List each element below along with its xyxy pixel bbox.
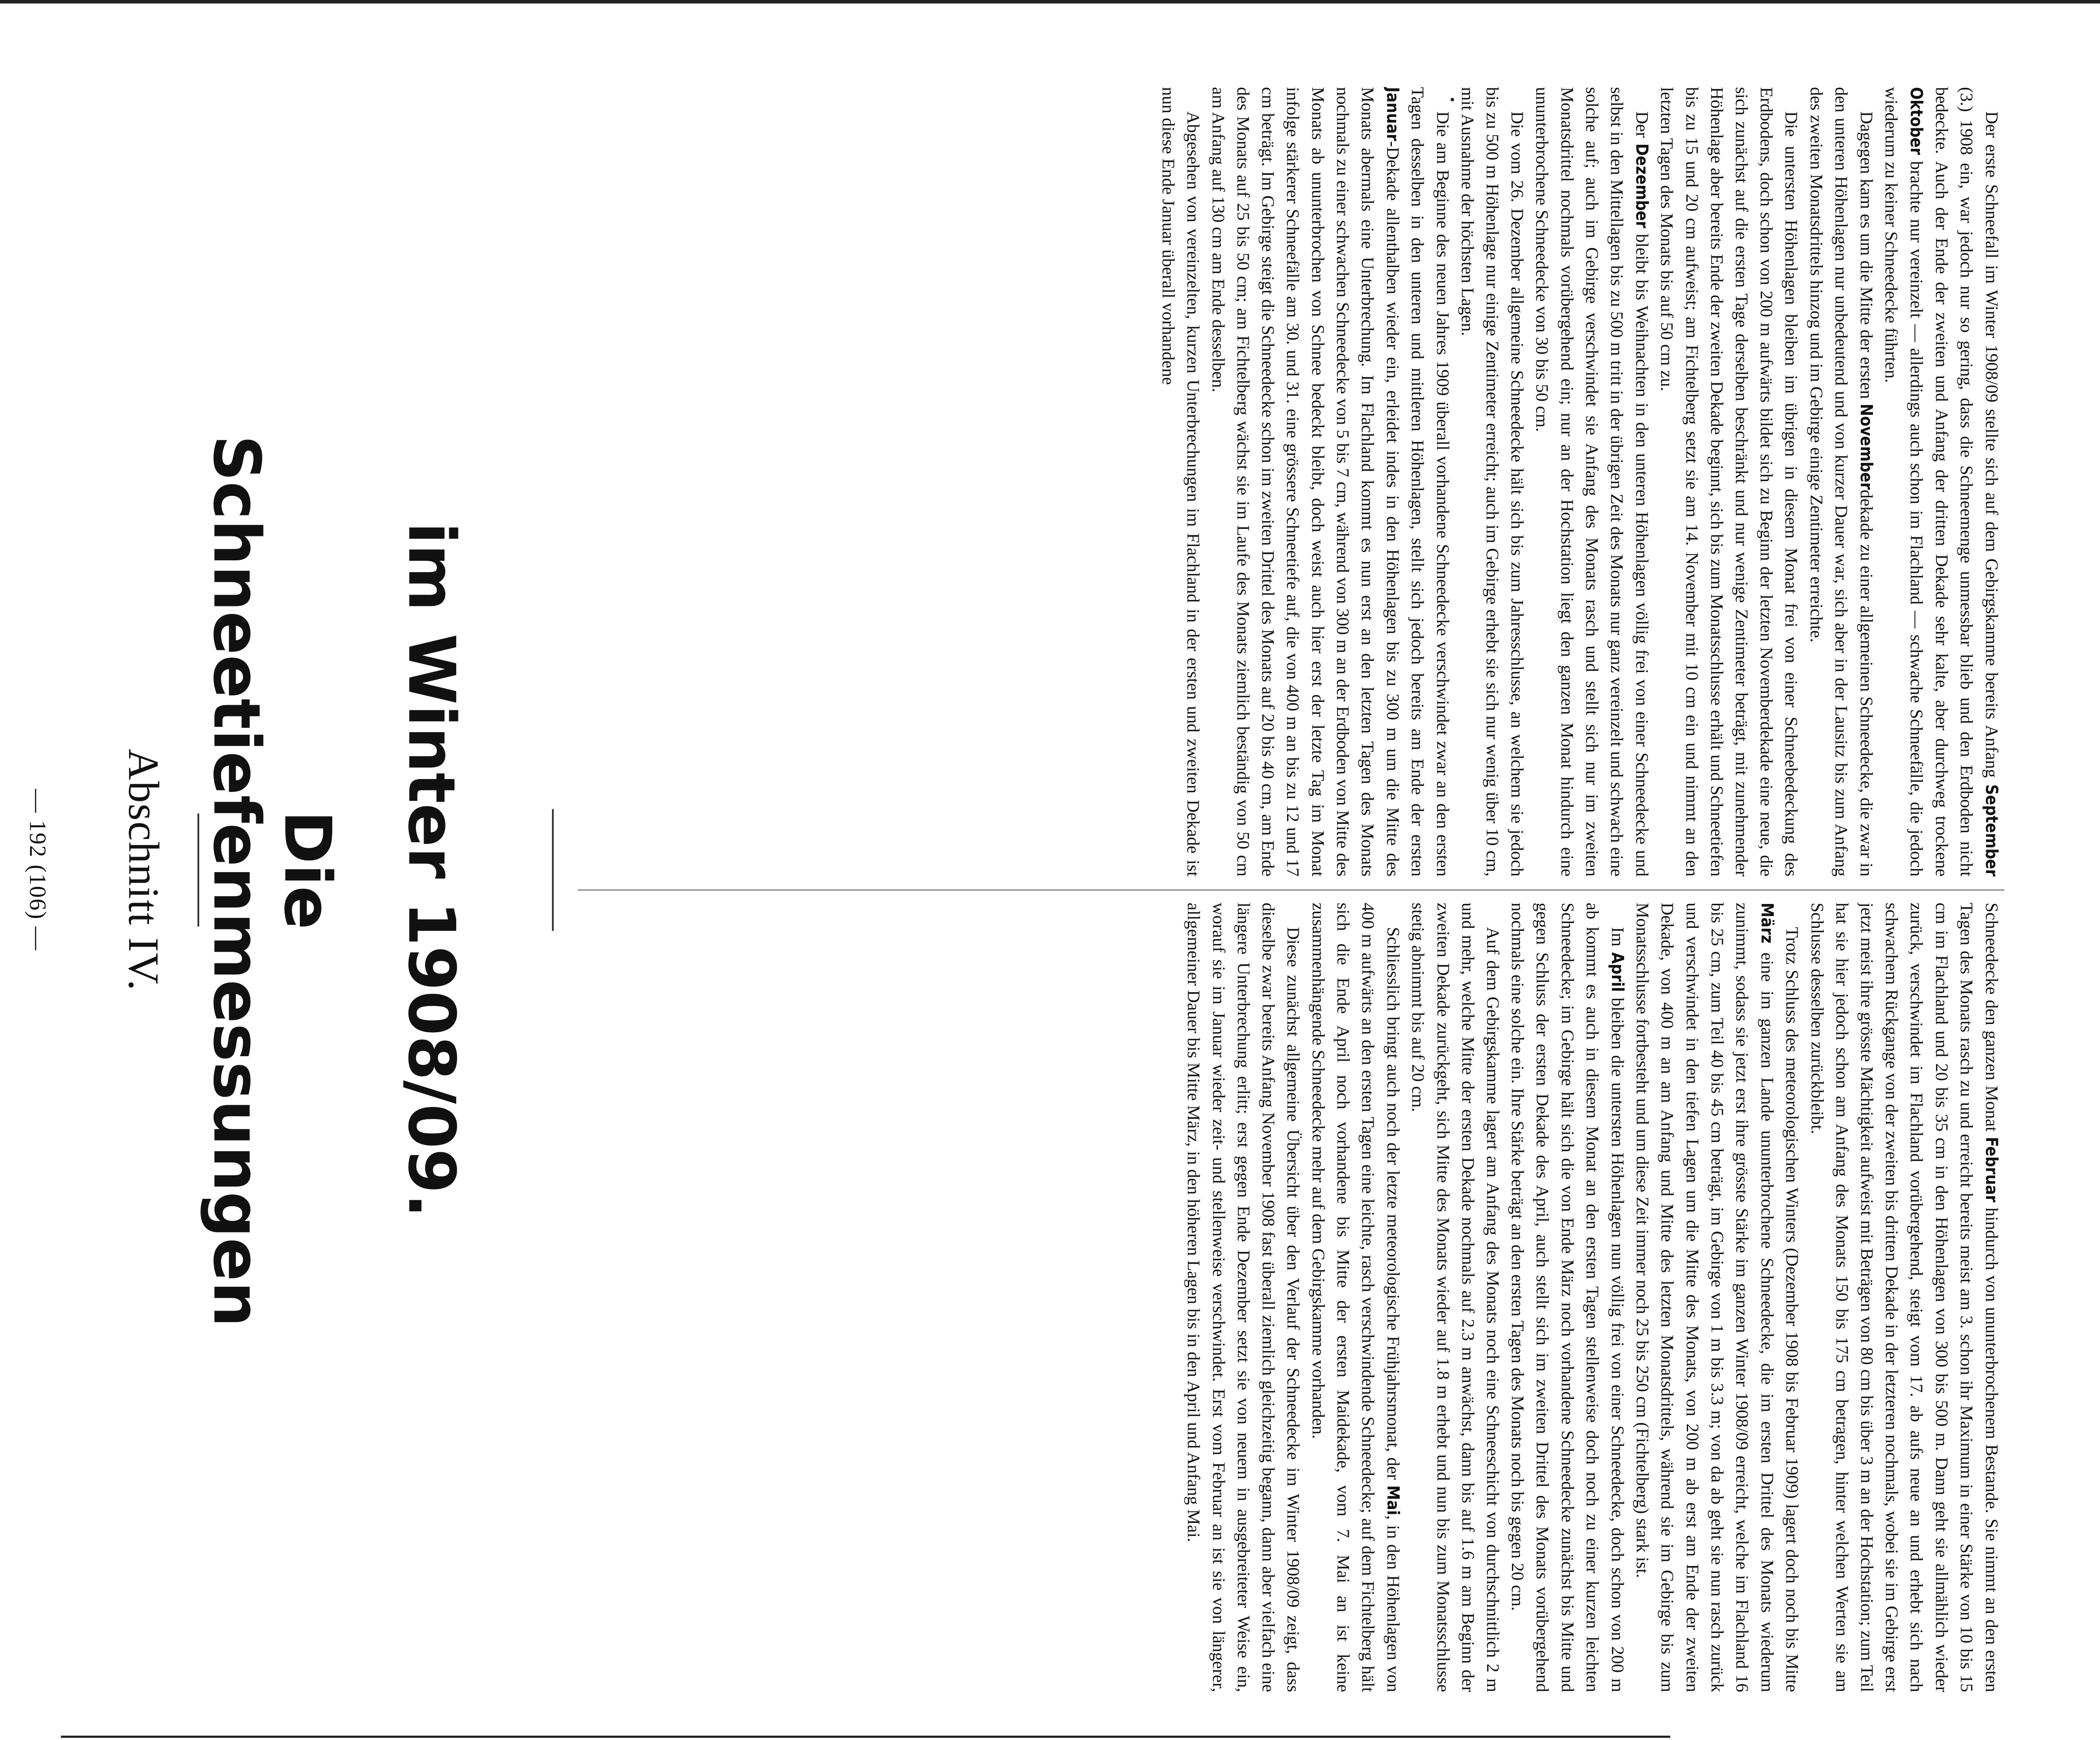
paragraph: Auf dem Gebirgskamme lagert am Anfang des Monats noch eine Schneeschicht von durchschnittlich 2 m und mehr, welche Mitte der ersten Dekade nochmals auf 2.3 m anwächst, dann bis auf 1.6 m am Beginn der zweiten Dekade zurückgeht, sich Mitte des Monats wieder auf 1.8 m erhebt und nun bis zum Monatsschlusse stetig abnimmt bis auf 20 cm. xyxy=(1408,903,1503,1692)
paragraph: Abgesehen von vereinzelten, kurzen Unterbrechungen im Flachland in der ersten und zweiten Dekade ist nun diese Ende Januar überall vorhandene xyxy=(1159,87,1204,877)
paragraph: Schliesslich bringt auch noch der letzte meteorologische Frühjahrsmonat, der Mai, in den Höhenlagen von 400 m aufwärts an den ersten Tagen eine leichte, rasch verschwindende Schneedecke; auf dem Fichtelberg hält sich die Ende April noch vorhandene bis Mitte der ersten Maidekade, vom 7. Mai an ist keine zusammenhängende Schneedecke mehr auf dem Gebirgskamme vorhanden. xyxy=(1308,903,1404,1692)
paragraph: Die am Beginne des neuen Jahres 1909 überall vorhandene Schneedecke verschwindet zwar an den ersten Tagen desselben in den unteren und mittleren Höhenlagen, stellt sich jedoch bereits am Ende der ersten Januar-Dekade allenthalben wieder ein, erleidet indes in den Höhenlagen bis zu 300 m um die Mitte des Monats abermals eine Unterbrechung. Im Flachland kommt es nun erst an den letzten Tagen des Monats nochmals zu einer schwachen Schneedecke von 5 bis 7 cm, während von 300 m an der Erdboden von Mitte des Monats ab ununterbrochen von Schnee bedeckt bleibt, doch weist auch hier erst der letzte Tag im Monat infolge stärkerer Schneefälle am 30. und 31. eine grössere Schneetiefe auf, die von 400 m an bis zu 12 und 17 cm beträgt. Im Gebirge steigt die Schneedecke schon im zweiten Drittel des Monats auf 20 bis 40 cm, am Ende des Monats auf 25 bis 50 cm; am Fichtelberg wächst sie im Laufe des Monats ziemlich beständig von 50 cm am Anfang auf 130 cm am Ende desselben. xyxy=(1208,87,1453,877)
page-number: — 192 (106) — xyxy=(25,789,51,951)
paragraph: Im April bleiben die untersten Höhenlagen nun völlig frei von einer Schneedecke, doch schon von 200 m ab kommt es auch in diesem Monat an den ersten Tagen stellenweise doch noch zu einer kurzen leichten Schneedecke; im Gebirge hält sich die von Ende März noch vorhandene Schneedecke zunächst bis Mitte und gegen Schluss der ersten Dekade des April, auch stellt sich im zweiten Drittel des Monats vorübergehend nochmals eine solche ein. Ihre Stärke beträgt an den ersten Tagen des Monats noch bis gegen 20 cm. xyxy=(1508,903,1628,1692)
paragraph: Trotz Schluss des meteorologischen Winters (Dezember 1908 bis Februar 1909) lagert doch noch bis Mitte März eine im ganzen Lande ununterbrochene Schneedecke, die im ersten Drittel des Monats wiederum zunimmt, sodass sie jetzt erst ihre grösste Stärke im ganzen Winter 1908/09 erreicht, welche im Flachland 16 bis 25 cm, zum Teil 40 bis 45 cm beträgt, im Gebirge von 1 m bis 3.3 m; von da ab geht sie nun rasch zurück und verschwindet in den tiefen Lagen um die Mitte des Monats, von 200 m ab erst am Ende der zweiten Dekade, von 400 m an am Anfang und Mitte des letzten Monatsdrittels, während sie im Gebirge bis zum Monatsschlusse fortbesteht und um diese Zeit immer noch 25 bis 250 cm (Fichtelberg) stark ist. xyxy=(1633,903,1802,1692)
paragraph: Dagegen kam es um die Mitte der ersten Novemberdekade zu einer allgemeinen Schneedecke, die zwar in den unteren Höhenlagen nur unbedeutend und von kurzer Dauer war, sich aber in der Lausitz bis zum Anfang des zweiten Monatsdrittels hinzog und im Gebirge einige Zentimeter erreichte. xyxy=(1806,87,1876,877)
title-line-2: im Winter 1908/09. xyxy=(394,522,469,1218)
paragraph: Schneedecke den ganzen Monat Februar hindurch von ununterbrochenem Bestande. Sie nimmt an den ersten Tagen des Monats rasch zu und erreicht bereits meist am 3. schon ihr Maximum in einer Stärke von 10 bis 15 cm im Flachland und 20 bis 35 cm in den Höhenlagen von 300 bis 500 m. Dann geht sie allmählich wieder zurück, verschwindet im Flachland vorübergehend, steigt vom 17. ab aufs neue an und erhebt sich nach schwachem Rückgange von der zweiten bis dritten Dekade in der letzteren nochmals, wobei sie im Gebirge erst jetzt meist ihre grösste Mächtigkeit aufweist mit Beträgen von 80 cm bis über 3 m an der Hochstation; zum Teil hat sie hier jedoch schon am Anfang des Monats 150 bis 175 cm betragen, hinter welchen Werten sie am Schlusse desselben zurückbleibt. xyxy=(1807,903,2002,1692)
paragraph: Der erste Schneefall im Winter 1908/09 stellte sich auf dem Gebirgskamme bereits Anfang September (3.) 1908 ein, war jedoch nur so gering, dass die Schneemenge unmessbar blieb und den Erdboden nicht bedeckte. Auch der Ende der zweiten und Anfang der dritten Dekade sehr kalte, aber durchweg trockene Oktober brachte nur vereinzelt — allerdings auch schon im Flachland — schwache Schneefälle, die jedoch wiederum zu keiner Schneedecke führten. xyxy=(1882,87,2002,877)
paragraph: Diese zunächst allgemeine Übersicht über den Verlauf der Schneedecke im Winter 1908/09 zeigt, dass dieselbe zwar bereits Anfang November 1908 fast überall ziemlich gleichzeitig begann, dann aber vielfach eine längere Unterbrechung erlitt; erst gegen Ende Dezember setzt sie von neuem in ausgebreiteter Weise ein, worauf sie im Januar wieder zeit- und stellenweise verschwindet. Erst vom Februar an ist sie von längerer, allgemeiner Dauer bis Mitte März, in den höheren Lagen bis in den April und Anfang Mai. xyxy=(1184,903,1304,1692)
paragraph: Die untersten Höhenlagen bleiben im übrigen in diesem Monat frei von einer Schneebedeckung des Erdbodens, doch schon von 200 m aufwärts bildet sich zu Beginn der letzten Novemberdekade eine neue, die sich zunächst auf die ersten Tage derselben beschränkt und nur wenige Zentimeter beträgt, mit zunehmender Höhenlage aber bereits Ende der zweiten Dekade beginnt, sich bis zum Monatsschlusse erhält und Schneetiefen bis zu 15 und 20 cm aufweist; am Fichtelberg setzt sie am 14. November mit 10 cm ein und nimmt an den letzten Tagen des Monats bis auf 50 cm zu. xyxy=(1657,87,1802,877)
title-rule xyxy=(552,809,554,931)
section-heading: Abschnitt IV. xyxy=(120,749,168,991)
text-column-left xyxy=(578,87,2004,877)
text-column-right xyxy=(578,903,2004,1692)
title-line-1: Die Schneetiefenmessungen xyxy=(199,435,345,1327)
paragraph: Der Dezember bleibt bis Weihnachten in den unteren Höhenlagen völlig frei von einer Schneedecke und selbst in den Mittellagen bis zu 500 m tritt in der übrigen Zeit des Monats nur ganz vereinzelt und schwach eine solche auf; auch im Gebirge verschwindet sie Anfang des Monats rasch und stellt sich nur im zweiten Monatsdrittel nochmals vorübergehend ein; nur an der Hochstation liegt den ganzen Monat hindurch eine ununterbrochene Schneedecke von 30 bis 50 cm. xyxy=(1532,87,1652,877)
paragraph: Die vom 26. Dezember allgemeine Schneedecke hält sich bis zum Jahresschlusse, an welchem sie jedoch bis zu 500 m Höhenlage nur einige Zentimeter erreicht; auch im Gebirge erhebt sie sich nur wenig über 10 cm, mit Ausnahme der höchsten Lagen. xyxy=(1458,87,1528,877)
